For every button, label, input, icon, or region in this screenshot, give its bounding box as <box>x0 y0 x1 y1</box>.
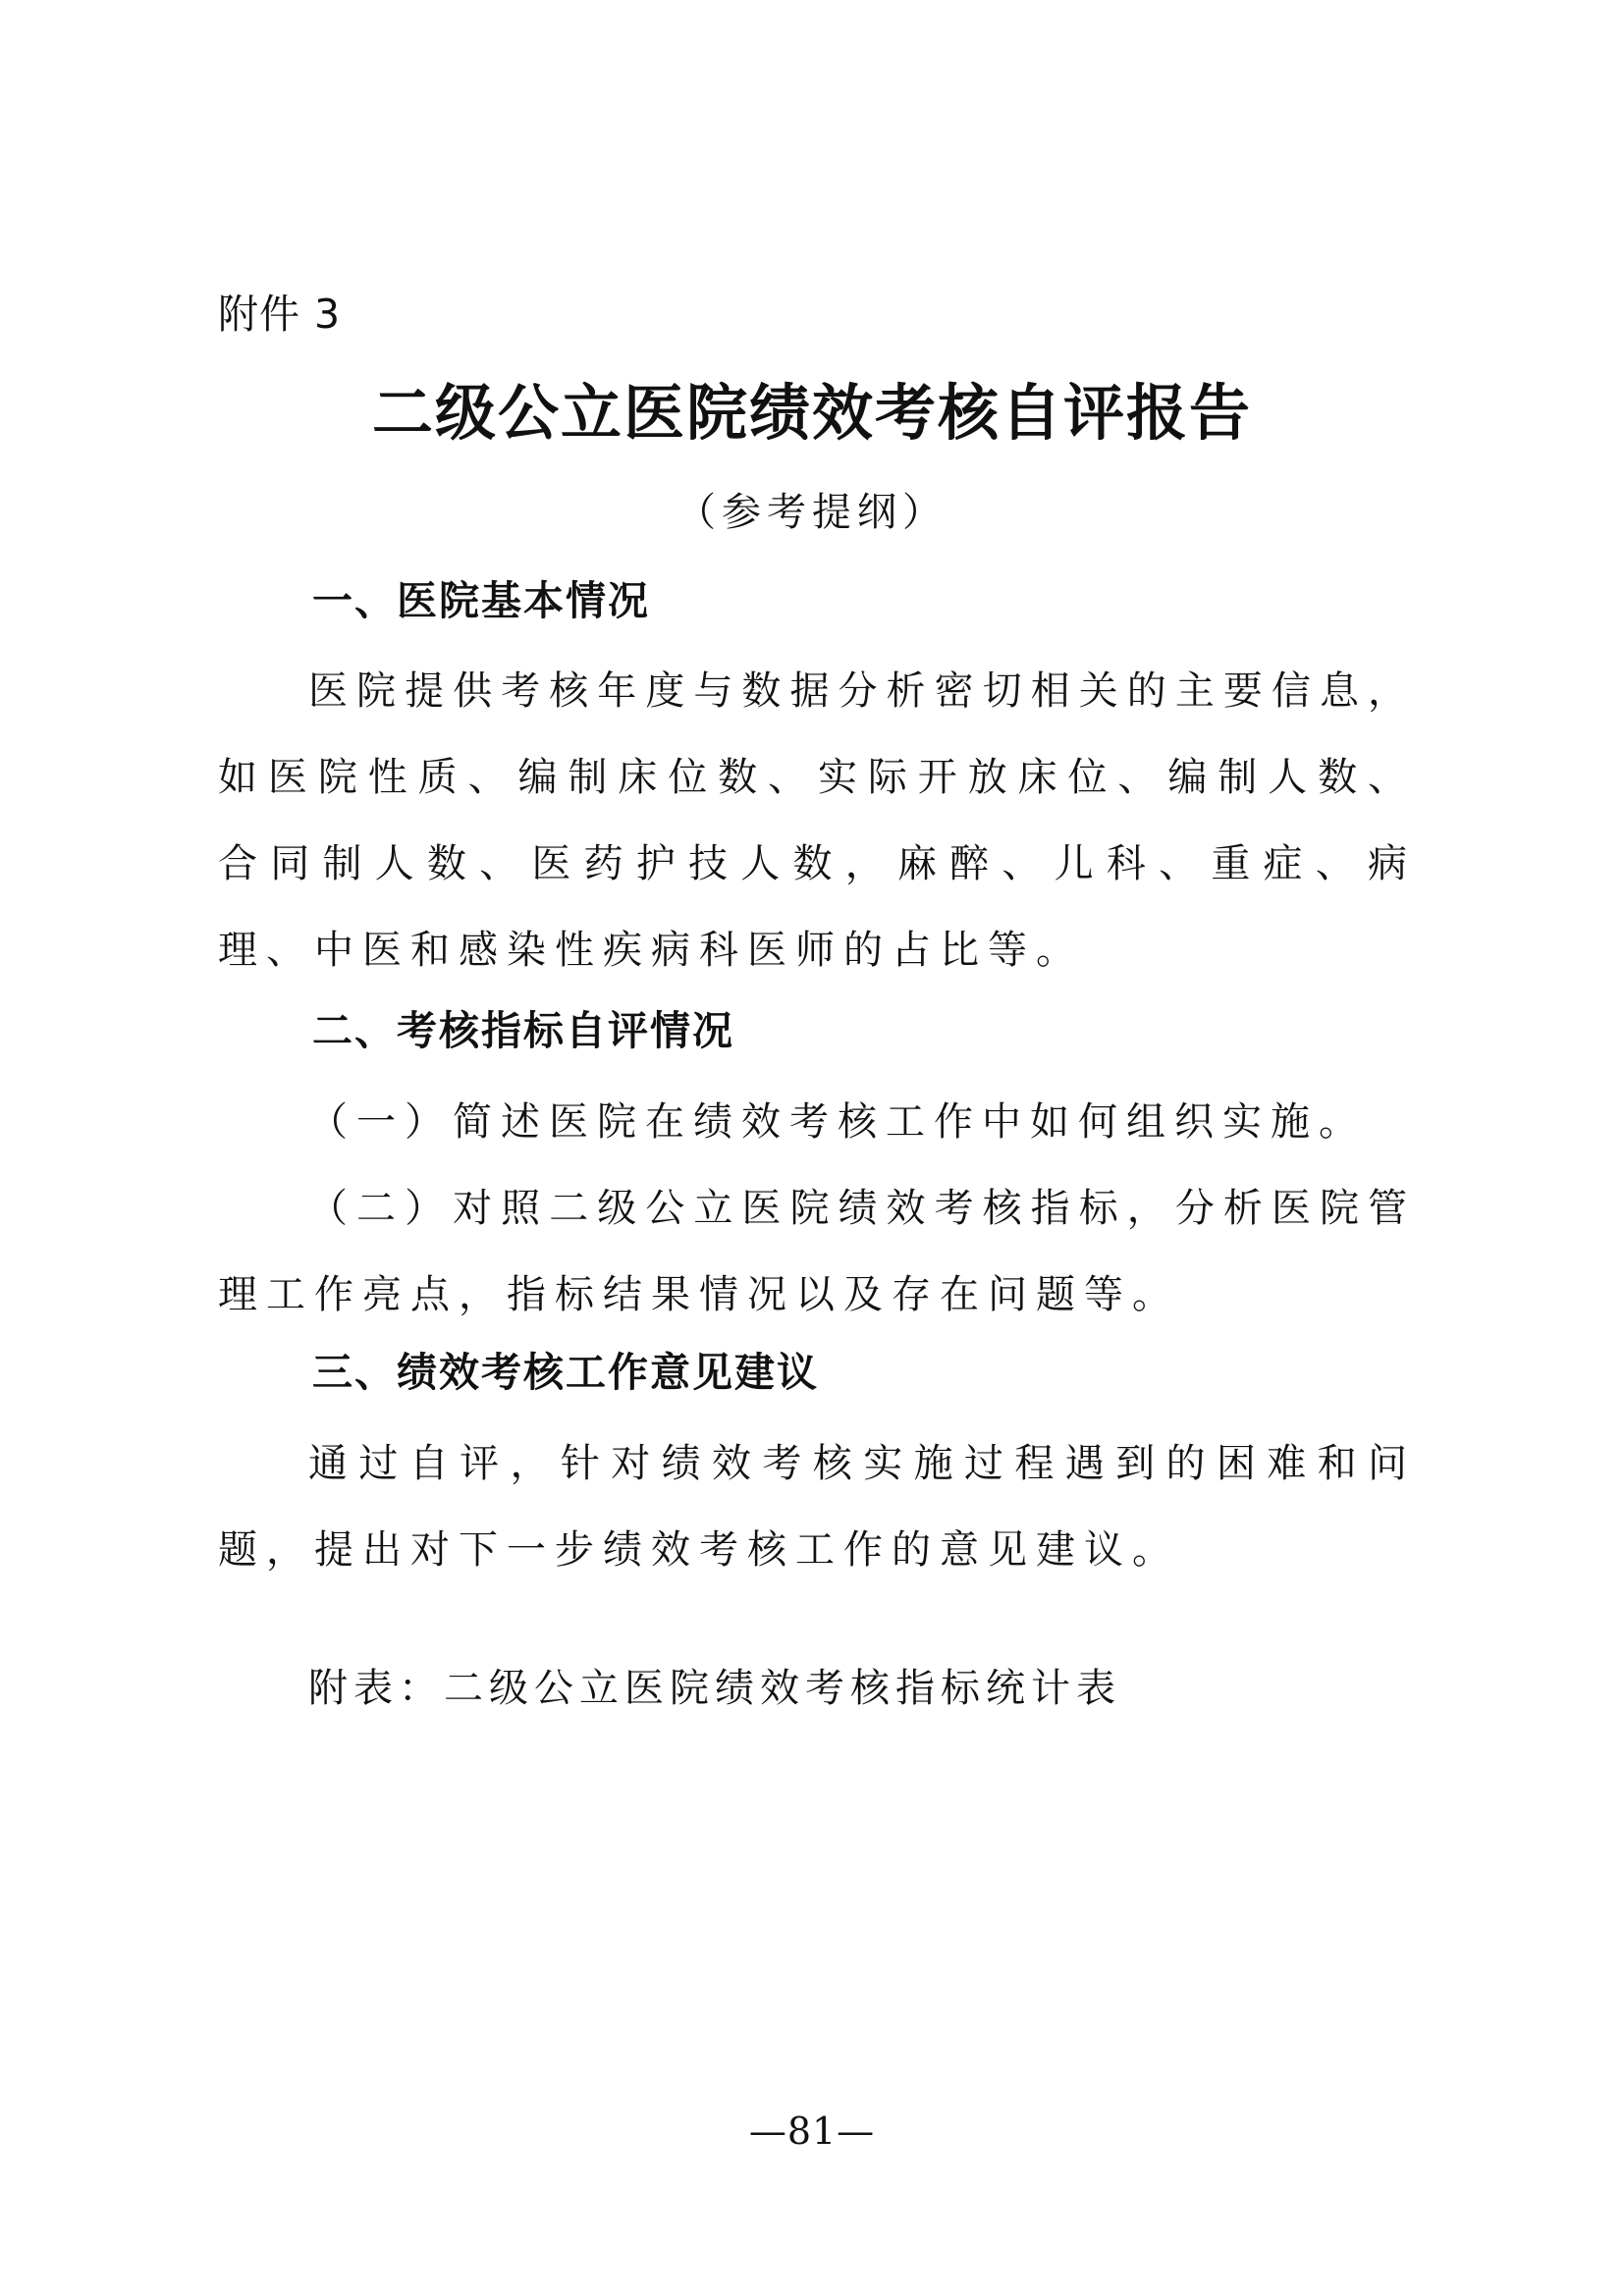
section-2-heading: 二、考核指标自评情况 <box>312 1007 734 1054</box>
page-number: —81— <box>748 2109 876 2153</box>
appendix-note: 附表：二级公立医院绩效考核指标统计表 <box>308 1666 1121 1711</box>
section-2-paragraph-2: （二）对照二级公立医院绩效考核指标，分析医院管理工作亮点，指标结果情况以及存在问题等。 <box>218 1186 1416 1317</box>
section-2-paragraph-1: （一）简述医院在绩效考核工作中如何组织实施。 <box>308 1099 1367 1145</box>
section-3-heading: 三、绩效考核工作意见建议 <box>312 1349 819 1396</box>
document-subtitle: （参考提纲） <box>677 490 947 535</box>
section-1-paragraph-1: 医院提供考核年度与数据分析密切相关的主要信息，如医院性质、编制床位数、实际开放床位、编制人数、合同制人数、医药护技人数，麻醉、儿科、重症、病理、中医和感染性疾病科医师的占比等。 <box>218 668 1416 973</box>
attachment-label: 附件 3 <box>218 291 342 338</box>
section-1-heading: 一、医院基本情况 <box>312 577 650 624</box>
section-3-paragraph-1: 通过自评，针对绩效考核实施过程遇到的困难和问题，提出对下一步绩效考核工作的意见建议。 <box>218 1441 1416 1573</box>
document-title: 二级公立医院绩效考核自评报告 <box>371 377 1252 449</box>
